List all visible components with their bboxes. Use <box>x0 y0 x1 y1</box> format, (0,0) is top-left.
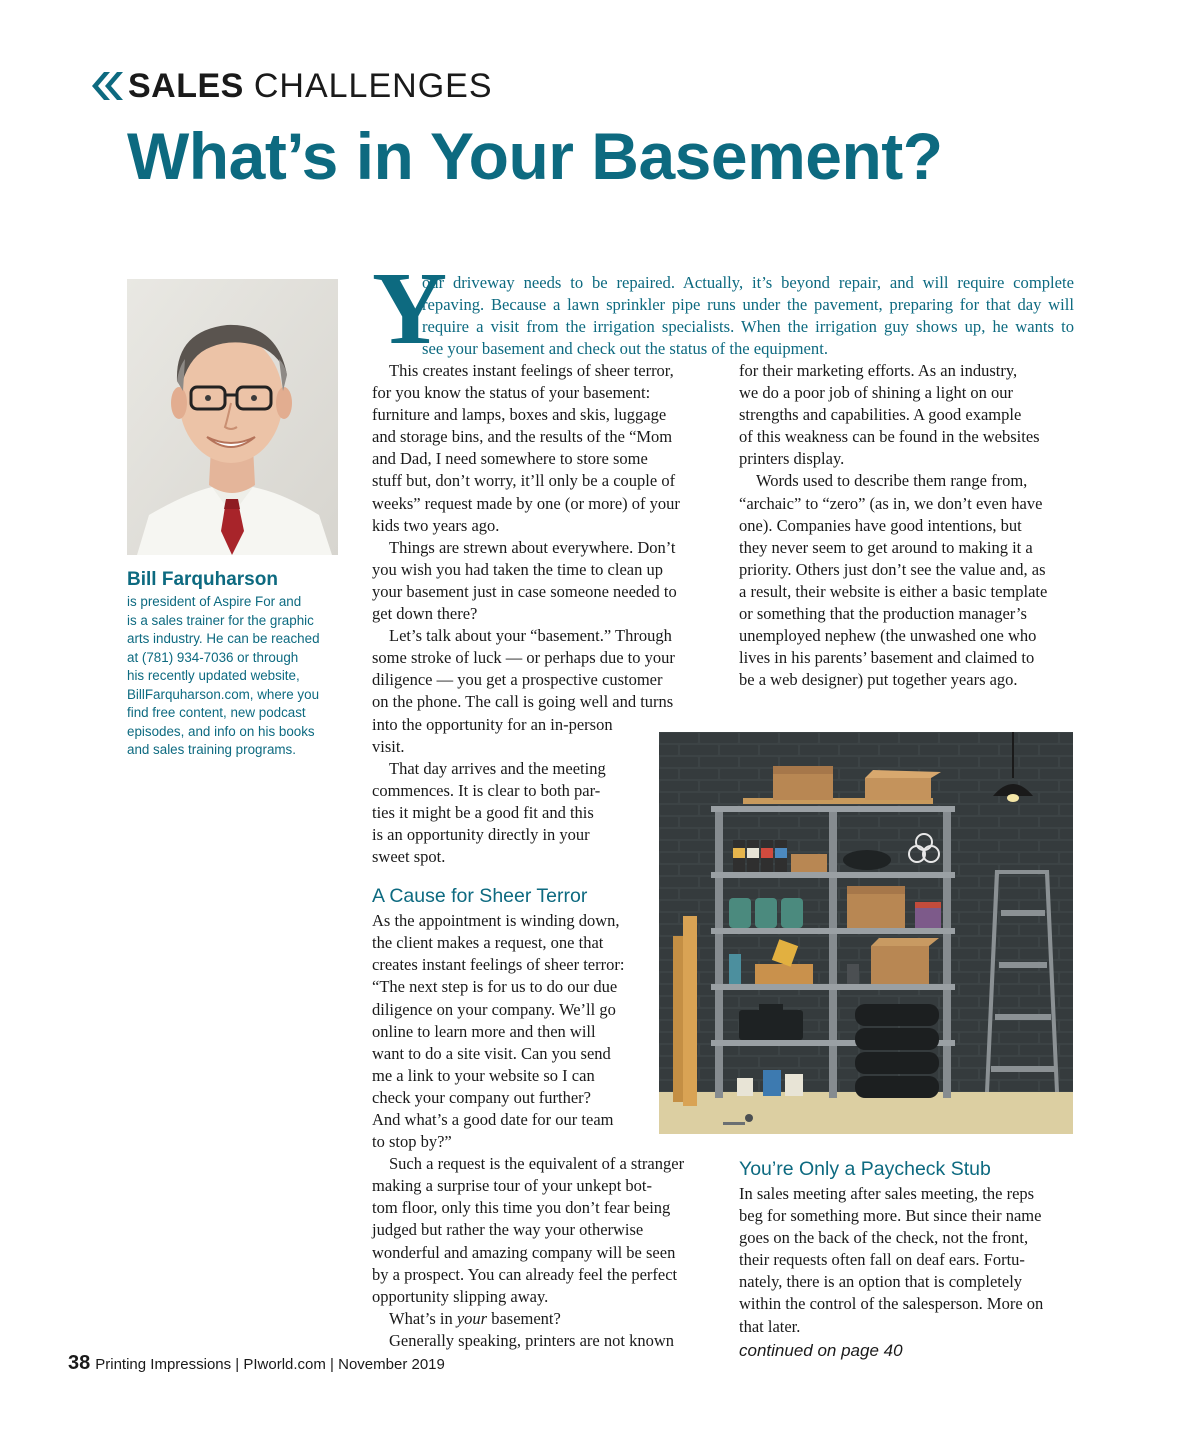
double-chevron-left-icon <box>90 71 124 101</box>
basement-illustration <box>659 732 1073 1134</box>
body-line: “archaic” to “zero” (as in, we don’t even have <box>739 493 1043 513</box>
body-line: you wish you had taken the time to clean up <box>372 559 663 579</box>
body-line: and Dad, I need somewhere to store some <box>372 449 648 469</box>
body-line: diligence on your company. We’ll go <box>372 999 616 1019</box>
body-line: their requests often fall on deaf ears. Fortu- <box>739 1250 1025 1270</box>
body-line: that later. <box>739 1316 801 1336</box>
body-line: As the appointment is winding down, <box>372 911 620 931</box>
body-line: Such a request is the equivalent of a stranger <box>389 1154 685 1174</box>
body-line: to stop by?” <box>372 1132 452 1152</box>
body-line: the client makes a request, one that <box>372 933 604 953</box>
whats-in-before: What’s in <box>389 1308 457 1328</box>
body-line: by a prospect. You can already feel the perfect <box>372 1264 678 1284</box>
section-label-bold: SALES <box>128 66 244 105</box>
body-line: is an opportunity directly in your <box>372 824 590 844</box>
body-line: making a surprise tour of your unkept bot- <box>372 1176 652 1196</box>
body-line: we do a poor job of shining a light on our <box>739 383 1014 403</box>
body-line: goes on the back of the check, not the front, <box>739 1228 1029 1248</box>
body-line: Let’s talk about your “basement.” Through <box>389 626 672 646</box>
body-line: unemployed nephew (the unwashed one who <box>739 626 1037 646</box>
lead-line: repaving. Because a lawn sprinkler pipe runs under the pavement, preparing for that day will <box>422 295 1074 314</box>
body-line: within the control of the salesperson. More on <box>739 1294 1044 1314</box>
body-line: and storage bins, and the results of the “Mom <box>372 427 673 447</box>
author-bio-line: find free content, new podcast <box>127 705 306 720</box>
author-bio-line: at (781) 934-7036 or through <box>127 649 299 665</box>
body-line: judged but rather the way your otherwise <box>372 1220 644 1240</box>
body-line: Generally speaking, printers are not known <box>389 1330 674 1350</box>
body-line: priority. Others just don’t see the value and, as <box>739 559 1046 579</box>
body-line: printers display. <box>739 449 845 469</box>
subhead-paycheck-stub: You’re Only a Paycheck Stub <box>739 1158 991 1180</box>
body-line: stuff but, don’t worry, it’ll only be a couple of <box>372 471 676 491</box>
lead-line: require a visit from the irrigation specialists. When the irrigation guy shows up, he wants to <box>422 317 1074 336</box>
body-line: weeks” request made by one (or more) of your <box>372 493 680 513</box>
section-label-regular: CHALLENGES <box>253 66 493 105</box>
body-line: nately, there is an option that is completely <box>739 1272 1023 1292</box>
body-line: wonderful and amazing company will be seen <box>372 1242 676 1262</box>
body-column-right-bottom <box>739 1155 1079 1338</box>
body-line: get down there? <box>372 604 478 624</box>
body-line: tom floor, only this time you don’t fear being <box>372 1198 671 1218</box>
body-line: or something that the production manager’s <box>739 604 1027 624</box>
drop-cap: Y <box>372 251 448 366</box>
body-column-right <box>739 360 1079 691</box>
headline: What’s in Your Basement? <box>127 119 943 193</box>
author-bio <box>127 593 349 760</box>
body-line: a result, their website is either a basic template <box>739 581 1048 601</box>
author-bio-line: episodes, and info on his books <box>127 723 315 739</box>
author-name: Bill Farquharson <box>127 569 278 590</box>
body-line: In sales meeting after sales meeting, the reps <box>739 1184 1035 1203</box>
body-line-whats-in <box>372 1308 712 1330</box>
body-line: furniture and lamps, boxes and skis, luggage <box>372 405 667 425</box>
body-line: “The next step is for us to do our due <box>372 977 618 997</box>
author-bio-line: arts industry. He can be reached <box>127 631 320 646</box>
body-line: commences. It is clear to both par- <box>372 780 601 800</box>
body-line: lives in his parents’ basement and claimed to <box>739 648 1035 668</box>
continued-note: continued on page 40 <box>739 1341 903 1360</box>
footer-text: Printing Impressions | PIworld.com | November 2019 <box>95 1356 445 1373</box>
page-number: 38 <box>68 1352 91 1374</box>
body-line: diligence — you get a prospective customer <box>372 670 663 690</box>
body-line: That day arrives and the meeting <box>389 758 606 778</box>
body-line: strengths and capabilities. A good example <box>739 405 1022 425</box>
body-line: visit. <box>372 736 405 756</box>
body-line: want to do a site visit. Can you send <box>372 1043 611 1063</box>
body-line: ties it might be a good fit and this <box>372 802 594 822</box>
body-line: for their marketing efforts. As an industry, <box>739 361 1018 380</box>
lead-line: our driveway needs to be repaired. Actually, it’s beyond repair, and will require complete <box>422 273 1074 292</box>
body-line: one). Companies have good intentions, but <box>739 515 1022 535</box>
body-line: Things are strewn about everywhere. Don’t <box>389 537 676 557</box>
body-line: creates instant feelings of sheer terror: <box>372 955 625 975</box>
body-line: check your company out further? <box>372 1087 591 1107</box>
whats-in-after: basement? <box>487 1308 561 1328</box>
body-line: And what’s a good date for our team <box>372 1110 614 1129</box>
author-bio-line: and sales training programs. <box>127 742 296 757</box>
body-line: me a link to your website so I can <box>372 1065 595 1085</box>
body-line: some stroke of luck — or perhaps due to your <box>372 648 675 668</box>
body-line: be a web designer) put together years ago. <box>739 670 1018 690</box>
whats-in-italic: your <box>456 1308 488 1328</box>
body-line: sweet spot. <box>372 847 446 867</box>
body-line: they never seem to get around to making it a <box>739 537 1033 557</box>
body-line: for you know the status of your basement: <box>372 383 651 403</box>
body-line: Words used to describe them range from, <box>756 471 1028 491</box>
section-header <box>90 64 493 108</box>
body-line: beg for something more. But since their name <box>739 1206 1042 1226</box>
subhead-sheer-terror: A Cause for Sheer Terror <box>372 885 588 908</box>
body-line: online to learn more and then will <box>372 1021 596 1041</box>
author-photo <box>127 279 338 555</box>
author-bio-line: is a sales trainer for the graphic <box>127 612 314 628</box>
author-bio-line: BillFarquharson.com, where you <box>127 686 320 702</box>
body-line: opportunity slipping away. <box>372 1286 549 1306</box>
body-line: kids two years ago. <box>372 515 500 535</box>
author-bio-line: his recently updated website, <box>127 668 300 683</box>
body-line: on the phone. The call is going well and turns <box>372 692 674 712</box>
body-line: into the opportunity for an in-person <box>372 714 613 734</box>
body-line: of this weakness can be found in the websites <box>739 427 1040 447</box>
body-line: This creates instant feelings of sheer terror, <box>389 361 674 380</box>
body-line: your basement just in case someone needed to <box>372 581 677 601</box>
author-bio-line: is president of Aspire For and <box>127 594 302 609</box>
page-footer <box>68 1352 445 1375</box>
lead-line: see your basement and check out the status of the equipment. <box>422 339 828 358</box>
